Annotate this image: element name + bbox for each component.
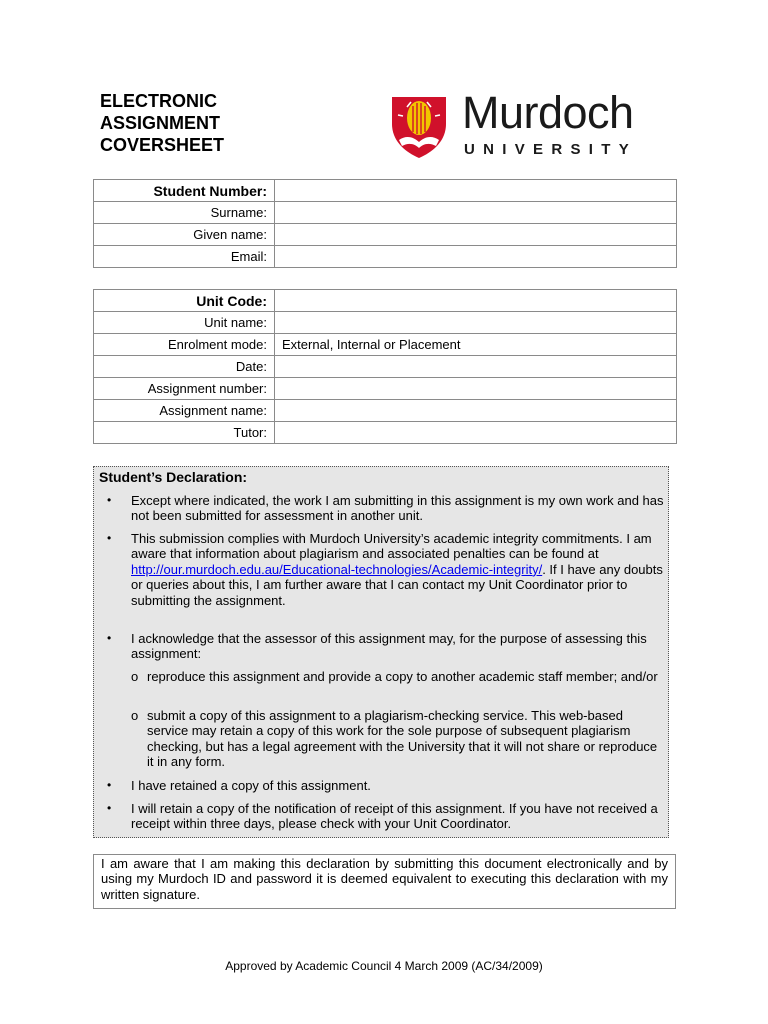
assignment-number-field[interactable] (275, 378, 677, 400)
declaration-title: Student’s Declaration: (99, 469, 248, 485)
table-row (94, 224, 677, 246)
table-row (94, 334, 677, 356)
bullet-icon: • (107, 631, 112, 645)
declaration-item-text-end: . If I have any doubts or queries about this, I am further aware that I can contact my Unit Coordinator prior to submitting the assignment. (131, 561, 663, 608)
approval-footer: Approved by Academic Council 4 March 2009 (AC/34/2009) (225, 959, 543, 973)
table-row (94, 356, 677, 378)
tutor-field[interactable] (275, 422, 677, 444)
table-row (94, 246, 677, 268)
email-field[interactable] (275, 246, 677, 268)
surname-label: Surname: (94, 202, 275, 224)
student-number-field[interactable] (275, 180, 677, 202)
given-name-label: Given name: (94, 224, 275, 246)
assignment-name-field[interactable] (275, 400, 677, 422)
logo-subtitle: UNIVERSITY (464, 141, 638, 158)
title-line-3: COVERSHEET (100, 135, 225, 155)
unit-name-field[interactable] (275, 312, 677, 334)
title-line-1: ELECTRONIC (100, 91, 217, 111)
bullet-icon: • (107, 801, 112, 815)
bullet-icon: • (107, 493, 112, 507)
student-details-table (93, 179, 677, 268)
student-declaration (93, 466, 669, 838)
date-label: Date: (94, 356, 275, 378)
table-row (94, 180, 677, 202)
unit-details-table (93, 289, 677, 444)
table-row (94, 422, 677, 444)
table-row (94, 312, 677, 334)
declaration-item-text: I will retain a copy of the notification of receipt of this assignment. If you have not received a receipt within three days, please check with your Unit Coordinator. (131, 801, 658, 832)
academic-integrity-link[interactable]: http://our.murdoch.edu.au/Educational-technologies/Academic-integrity/ (131, 561, 543, 577)
logo-wordmark: Murdoch (462, 87, 634, 138)
email-label: Email: (94, 246, 275, 268)
bullet-icon: • (107, 531, 112, 545)
assignment-number-label: Assignment number: (94, 378, 275, 400)
declaration-item-text: I acknowledge that the assessor of this assignment may, for the purpose of assessing this assignment: (131, 631, 647, 662)
tutor-label: Tutor: (94, 422, 275, 444)
table-row (94, 202, 677, 224)
title-line-2: ASSIGNMENT (100, 113, 221, 133)
surname-field[interactable] (275, 202, 677, 224)
declaration-item-text (131, 531, 665, 608)
crest-icon (389, 94, 449, 160)
unit-code-field[interactable] (275, 290, 677, 312)
declaration-subitem-text: reproduce this assignment and provide a copy to another academic staff member; and/or (147, 669, 658, 684)
enrolment-mode-field[interactable]: External, Internal or Placement (275, 334, 677, 356)
unit-code-label: Unit Code: (94, 290, 275, 312)
given-name-field[interactable] (275, 224, 677, 246)
bullet-icon: • (107, 778, 112, 792)
assignment-name-label: Assignment name: (94, 400, 275, 422)
table-row (94, 400, 677, 422)
awareness-statement: I am aware that I am making this declaration by submitting this document electronically and by using my Murdoch ID and password it is deemed equivalent to executing this declaration with my written signature. (93, 854, 676, 909)
declaration-subitem-text: submit a copy of this assignment to a plagiarism-checking service. This web-based service may retain a copy of this work for the sole purpose of subsequent plagiarism checking, but has a legal agreement with the University that it will not share or reproduce it in any form. (147, 708, 658, 770)
declaration-item-text: Except where indicated, the work I am submitting in this assignment is my own work and has not been submitted for assessment in another unit. (131, 493, 664, 524)
table-row (94, 290, 677, 312)
declaration-item-text-start: This submission complies with Murdoch University’s academic integrity commitments. I am aware that information about plagiarism and associated penalties can be found at (131, 531, 652, 562)
unit-name-label: Unit name: (94, 312, 275, 334)
date-field[interactable] (275, 356, 677, 378)
enrolment-mode-label: Enrolment mode: (94, 334, 275, 356)
page-title (100, 90, 224, 156)
declaration-item-text: I have retained a copy of this assignment. (131, 778, 371, 793)
table-row (94, 378, 677, 400)
sub-bullet-icon: o (131, 669, 139, 684)
student-number-label: Student Number: (94, 180, 275, 202)
sub-bullet-icon: o (131, 708, 139, 723)
murdoch-logo (389, 87, 671, 162)
